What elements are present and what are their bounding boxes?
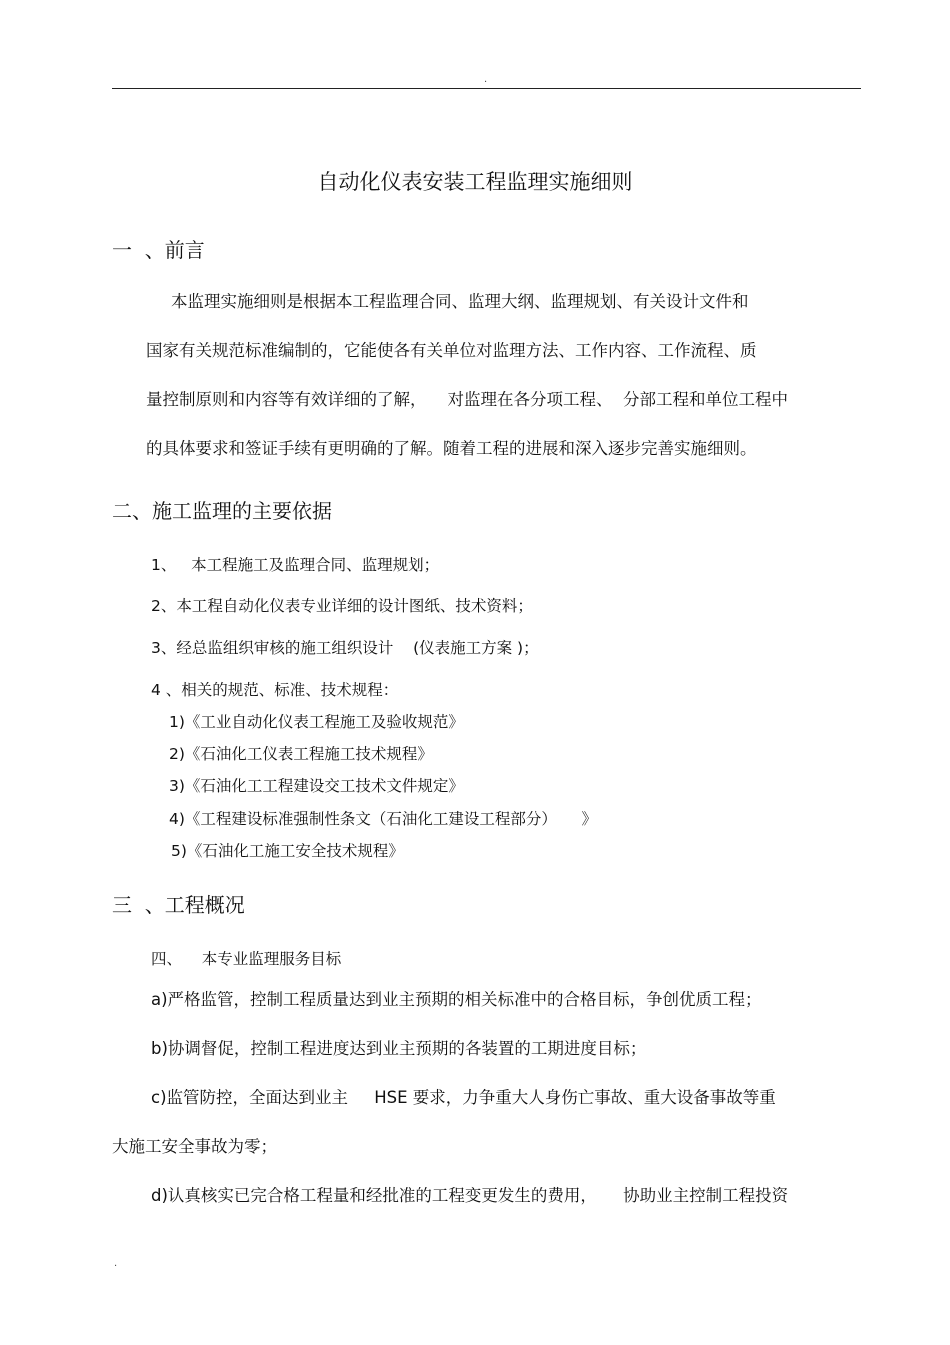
s2-item-3: 3、经总监组织审核的施工组织设计 (仪表施工方案 )； <box>151 639 539 657</box>
s4-line-1: a)严格监管，控制工程质量达到业主预期的相关标准中的合格目标，争创优质工程； <box>151 990 762 1009</box>
s4-line-3: c)监管防控，全面达到业主 HSE 要求，力争重大人身伤亡事故、重大设备事故等重 <box>151 1088 776 1107</box>
s1-line-2: 国家有关规范标准编制的，它能使各有关单位对监理方法、工作内容、工作流程、质 <box>146 341 757 360</box>
header-rule <box>112 88 861 89</box>
s2-sub-2: 2)《石油化工仪表工程施工技术规程》 <box>169 745 433 763</box>
s1-line-4: 的具体要求和签证手续有更明确的了解。随着工程的进展和深入逐步完善实施细则。 <box>146 439 757 458</box>
section-3-heading: 三 、工程概况 <box>112 893 245 917</box>
section-2-heading: 二、施工监理的主要依据 <box>112 499 332 523</box>
s2-item-2: 2、本工程自动化仪表专业详细的设计图纸、技术资料； <box>151 597 533 615</box>
section-1-heading: 一 、前言 <box>112 238 205 262</box>
s1-line-3: 量控制原则和内容等有效详细的了解， 对监理在各分项工程、 分部工程和单位工程中 <box>146 390 788 409</box>
footer-dot: . <box>114 1258 118 1269</box>
s2-sub-1: 1)《工业自动化仪表工程施工及验收规范》 <box>169 713 464 731</box>
s1-line-1: 本监理实施细则是根据本工程监理合同、监理大纲、监理规划、有关设计文件和 <box>171 292 749 311</box>
section-4-heading: 四、 本专业监理服务目标 <box>151 950 342 968</box>
s4-line-5: d)认真核实已完合格工程量和经批准的工程变更发生的费用， 协助业主控制工程投资 <box>151 1186 789 1205</box>
s2-sub-4: 4)《工程建设标准强制性条文（石油化工建设工程部分） 》 <box>169 810 598 828</box>
s2-item-1: 1、 本工程施工及监理合同、监理规划； <box>151 556 440 574</box>
header-dot: . <box>484 74 488 85</box>
s2-sub-3: 3)《石油化工工程建设交工技术文件规定》 <box>169 777 464 795</box>
s2-item-4: 4 、相关的规范、标准、技术规程： <box>151 681 399 699</box>
s4-line-2: b)协调督促，控制工程进度达到业主预期的各装置的工期进度目标； <box>151 1039 647 1058</box>
s4-line-4: 大施工安全事故为零； <box>112 1137 277 1156</box>
document-title: 自动化仪表安装工程监理实施细则 <box>317 170 633 194</box>
s2-sub-5: 5)《石油化工施工安全技术规程》 <box>171 842 404 860</box>
